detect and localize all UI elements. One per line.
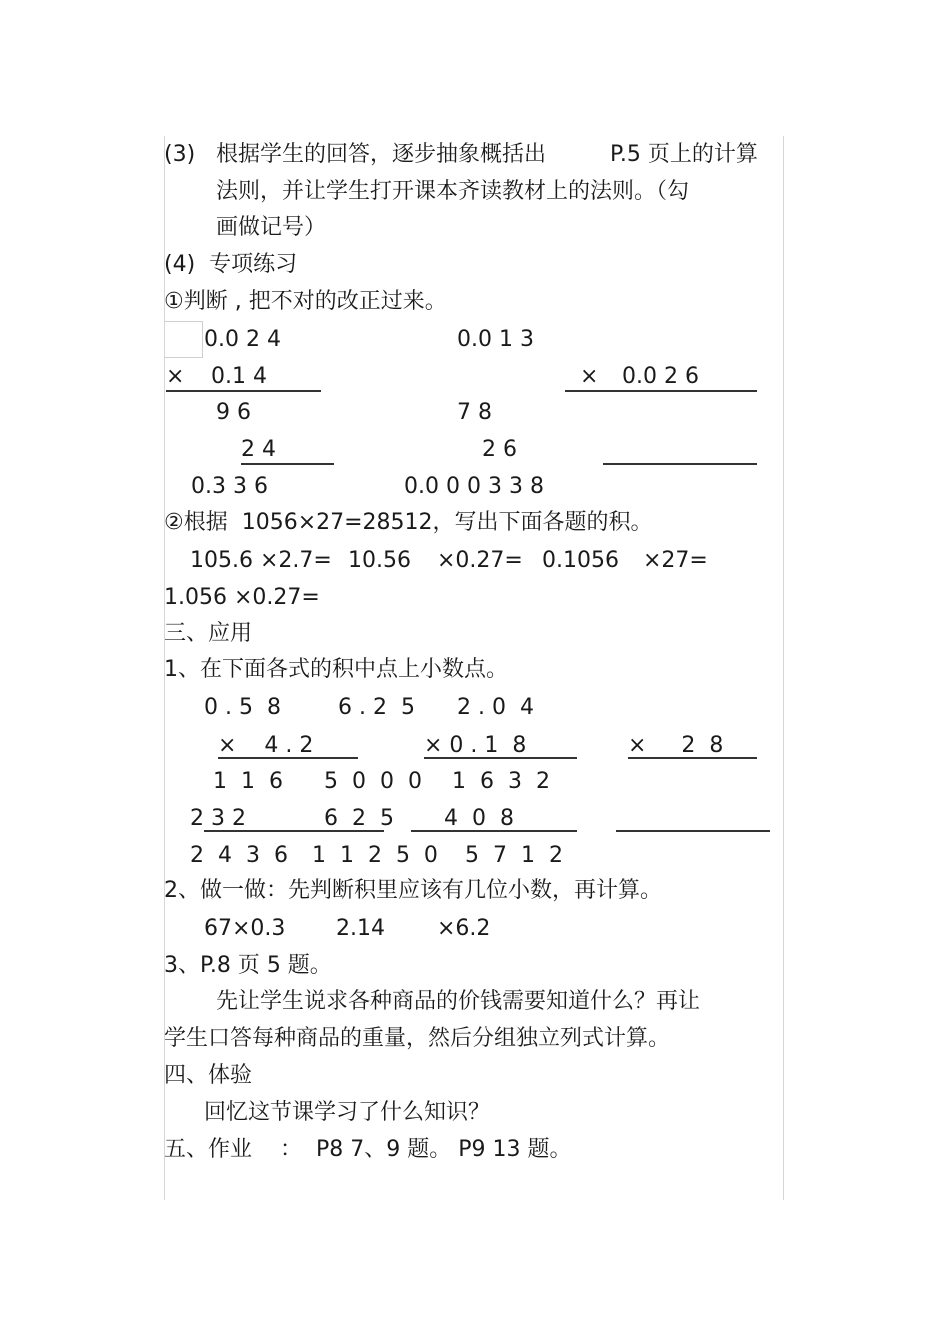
known-product-title: ②根据 1056×27=28512，写出下面各题的积。	[164, 510, 653, 535]
part3-item1: 1、在下面各式的积中点上小数点。	[164, 657, 508, 682]
item2-expr3: ×6.2	[437, 916, 491, 941]
c3-multiplier: × 2 8	[628, 733, 724, 758]
blank-box	[164, 321, 203, 358]
question-2-number: 10.56	[348, 548, 411, 573]
c2-partial2: 6 2 5	[324, 806, 394, 831]
c1-multiplier: × 4 . 2	[218, 733, 314, 758]
calc1-multiplier: 0.1 4	[211, 364, 267, 389]
part3-heading: 三、应用	[164, 621, 253, 646]
calc1-times-sign: ×	[166, 364, 185, 389]
c2-partial1: 5 0 0 0	[324, 769, 422, 794]
question-2-op: ×0.27=	[437, 548, 523, 573]
c2-multiplier: × 0 . 1 8	[424, 733, 527, 758]
judge-title: ①判断 , 把不对的改正过来。	[164, 289, 447, 314]
calc2-multiplicand: 0.0 1 3	[457, 327, 534, 352]
step3-text-line3: 画做记号）	[216, 215, 327, 240]
calc1-multiplicand: 0.0 2 4	[204, 327, 281, 352]
c3-result: 5 7 1 2	[465, 843, 563, 868]
c3-rule	[628, 757, 757, 759]
calc2-partial1: 7 8	[457, 400, 492, 425]
c2-rule	[424, 757, 577, 759]
c3-rule2	[411, 830, 577, 832]
part3-item2: 2、做一做：先判断积里应该有几位小数，再计算。	[164, 878, 662, 903]
c1-multiplicand: 0 . 5 8	[204, 695, 281, 720]
item3-paragraph-line2: 学生口答每种商品的重量，然后分组独立列式计算。	[164, 1026, 671, 1051]
part4-heading: 四、体验	[164, 1063, 253, 1088]
calc1-rule2	[241, 463, 334, 465]
step3-text-line2: 法则，并让学生打开课本齐读教材上的法则。（勾	[216, 179, 690, 204]
step3-number: (3)	[164, 142, 196, 167]
step3-text-line1: 根据学生的回答，逐步抽象概括出	[216, 142, 547, 167]
c1-partial1: 1 1 6	[213, 769, 283, 794]
c1-rule	[218, 757, 358, 759]
calc2-partial2: 2 6	[482, 437, 517, 462]
c3-partial1: 1 6 3 2	[452, 769, 550, 794]
part4-text: 回忆这节课学习了什么知识？	[204, 1100, 491, 1125]
calc1-partial2: 2 4	[241, 437, 276, 462]
page-border-right	[783, 136, 784, 1200]
calc2-rule2	[603, 463, 757, 465]
calc1-rule	[166, 390, 321, 392]
c3-partial2: 4 0 8	[444, 806, 514, 831]
question-3-number: 0.1056	[542, 548, 619, 573]
item3-paragraph-line1: 先让学生说求各种商品的价钱需要知道什么？再让	[216, 989, 701, 1014]
question-1: 105.6 ×2.7=	[190, 548, 332, 573]
c2-multiplicand: 6 . 2 5	[338, 695, 415, 720]
step3-page-ref: P.5 页上的计算	[610, 142, 758, 167]
calc2-times-sign: ×	[580, 364, 599, 389]
c1-partial2: 2 3 2	[190, 806, 246, 831]
item2-expr1: 67×0.3	[204, 916, 286, 941]
item2-expr2: 2.14	[336, 916, 385, 941]
calc2-result: 0.0 0 0 3 3 8	[404, 474, 544, 499]
calc1-result: 0.3 3 6	[191, 474, 268, 499]
calc2-rule	[565, 390, 757, 392]
c4-rule2	[616, 830, 770, 832]
part5-homework: 五、作业 ： P8 7、9 题。 P9 13 题。	[164, 1137, 572, 1162]
part3-item3: 3、P.8 页 5 题。	[164, 953, 332, 978]
calc2-multiplier: 0.0 2 6	[622, 364, 699, 389]
c2-result: 1 1 2 5 0	[312, 843, 438, 868]
question-3-op: ×27=	[643, 548, 708, 573]
c1-result: 2 4 3 6	[190, 843, 288, 868]
step4-heading: (4) 专项练习	[164, 252, 298, 277]
c3-multiplicand: 2 . 0 4	[457, 695, 534, 720]
question-4: 1.056 ×0.27=	[164, 585, 320, 610]
calc1-partial1: 9 6	[216, 400, 251, 425]
